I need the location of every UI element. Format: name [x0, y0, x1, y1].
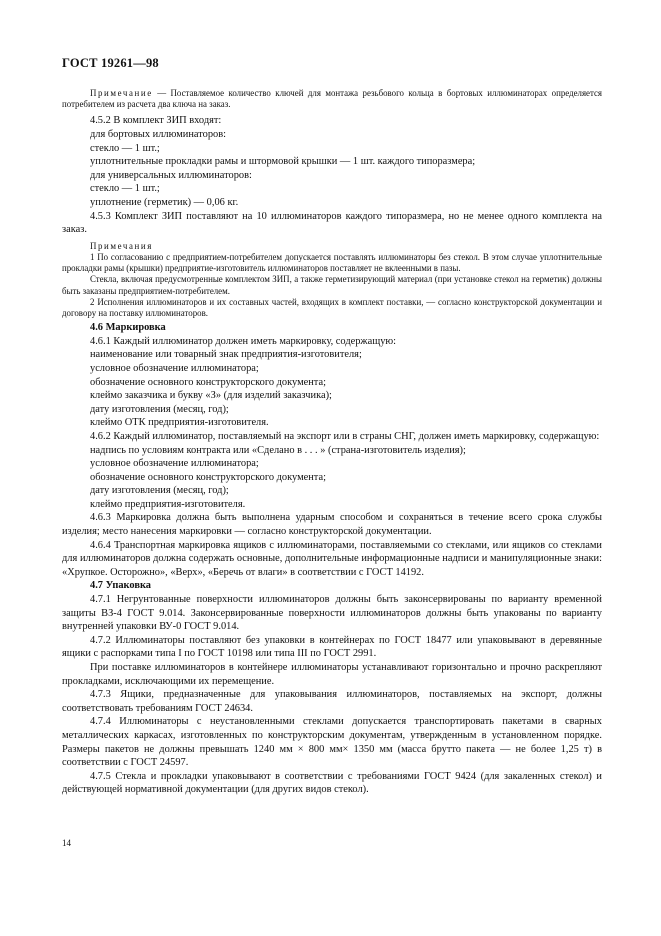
list-item: дату изготовления (месяц, год); — [90, 485, 229, 497]
clause-4-6-2: 4.6.2 Каждый иллюминатор, поставляемый на экспорт или в страны СНГ, должен иметь маркировку, содержащую: — [90, 430, 600, 442]
clause-4-7-3: 4.7.3 Ящики, предназначенные для упаковывания иллюминаторов, поставляемых на экспорт, должны соответствовать требованиям ГОСТ 24634. — [62, 689, 602, 714]
list-item: клеймо заказчика и букву «З» (для изделий заказчика); — [90, 390, 332, 402]
clause-4-6-3: 4.6.3 Маркировка должна быть выполнена ударным способом и сохраняться в течение всего срока службы изделия; место нанесения маркировки — согласно конструкторской документации. — [62, 512, 602, 538]
section-title-marking: 4.6 Маркировка — [90, 322, 166, 334]
list-item: обозначение основного конструкторского документа; — [90, 376, 326, 388]
clause-4-5-3: 4.5.3 Комплект ЗИП поставляют на 10 иллюминаторов каждого типоразмера, но не менее одного комплекта на заказ. — [62, 210, 602, 236]
list-item: стекло — 1 шт.; — [90, 183, 160, 195]
list-item: клеймо ОТК предприятия-изготовителя. — [90, 417, 269, 429]
note-1: 1 По согласованию с предприятием-потребителем допускается поставлять иллюминаторы без стекол. В этом случае уплотнительные прокладки рамы (крышки) предприятие-изготовитель иллюминаторов поставляет не вклеенными в пазы. — [62, 251, 602, 274]
clause-4-7-2-continued: При поставке иллюминаторов в контейнере иллюминаторы устанавливают горизонтально и прочно раскрепляют прокладками, исключающими их перемещение. — [62, 662, 602, 687]
clause-4-7-2: 4.7.2 Иллюминаторы поставляют без упаковки в контейнерах по ГОСТ 18477 или упаковывают в деревянные ящики с распорками типа I по ГОСТ 10198 или типа III по ГОСТ 2991. — [62, 634, 602, 660]
notes-label: Примечания — [90, 240, 153, 251]
note-keys — [62, 88, 602, 110]
list-item: условное обозначение иллюминатора; — [90, 458, 259, 470]
list-item: для бортовых иллюминаторов: — [90, 129, 227, 140]
list-item: надпись по условиям контракта или «Сделано в . . . » (страна-изготовитель изделия); — [90, 444, 466, 456]
note-text: — Поставляемое количество ключей для монтажа резьбового кольца в бортовых иллюминаторах определяется потребителем из расчета два ключа на заказ. — [62, 88, 602, 110]
list-item: наименование или товарный знак предприятия-изготовителя; — [90, 349, 362, 361]
note-1-continued: Стекла, включая предусмотренные комплектом ЗИП, а также герметизирующий материал (при установке стекол на герметик) должны быть заказаны предприятием-потребителем. — [62, 274, 602, 296]
list-item: обозначение основного конструкторского документа; — [90, 471, 326, 483]
note-2: 2 Исполнения иллюминаторов и их составных частей, входящих в комплект поставки, — согласно конструкторской документации и договору на поставку иллюминаторов. — [62, 296, 602, 318]
clause-4-7-5: 4.7.5 Стекла и прокладки упаковывают в соответствии с требованиями ГОСТ 9424 (для закаленных стекол) и действующей нормативной документации (для других видов стекол). — [62, 770, 602, 796]
list-item: для универсальных иллюминаторов: — [90, 169, 252, 181]
clause-4-6-1: 4.6.1 Каждый иллюминатор должен иметь маркировку, содержащую: — [90, 335, 397, 347]
clause-4-7-1: 4.7.1 Негрунтованные поверхности иллюминаторов должны быть законсервированы по варианту временной защиты ВЗ-4 ГОСТ 9.014. Законсервированные поверхности иллюминаторов должны быть упакованы по варианту внутренней упаковки ВУ-0 ГОСТ 9.014. — [62, 594, 602, 633]
list-item: уплотнение (герметик) — 0,06 кг. — [90, 196, 239, 208]
document-page — [62, 56, 602, 797]
clause-4-5-2: 4.5.2 В комплект ЗИП входят: — [90, 115, 222, 127]
list-item: клеймо предприятия-изготовителя. — [90, 498, 246, 510]
list-item: условное обозначение иллюминатора; — [90, 362, 259, 374]
list-item: стекло — 1 шт.; — [90, 142, 160, 154]
clause-4-7-4: 4.7.4 Иллюминаторы с неустановленными стеклами допускается транспортировать пакетами в сварных металлических каркасах, изготовленных по конструкторским документам, утвержденным в установленном порядке. Размеры пакетов не должны превышать 1240 мм × 800 мм× 1350 мм (масса брутто пакета — не более 1,25 т) в соответствии с ГОСТ 24597. — [62, 716, 602, 769]
section-title-packaging: 4.7 Упаковка — [90, 580, 151, 592]
note-label: Примечание — [90, 88, 153, 98]
list-item: уплотнительные прокладки рамы и штормовой крышки — 1 шт. каждого типоразмера; — [90, 156, 476, 168]
clause-4-6-4: 4.6.4 Транспортная маркировка ящиков с иллюминаторами, поставляемыми со стеклами, или ящиков со стеклами для иллюминаторов должна содержать основные, дополнительные информационные надписи и манипуляционные знаки: «Хрупкое. Осторожно», «Верх», «Беречь от влаги» в соответствии с ГОСТ 14192. — [62, 539, 602, 578]
list-item: дату изготовления (месяц, год); — [90, 403, 229, 415]
page-number: 14 — [62, 838, 71, 848]
document-header: ГОСТ 19261—98 — [62, 56, 159, 70]
